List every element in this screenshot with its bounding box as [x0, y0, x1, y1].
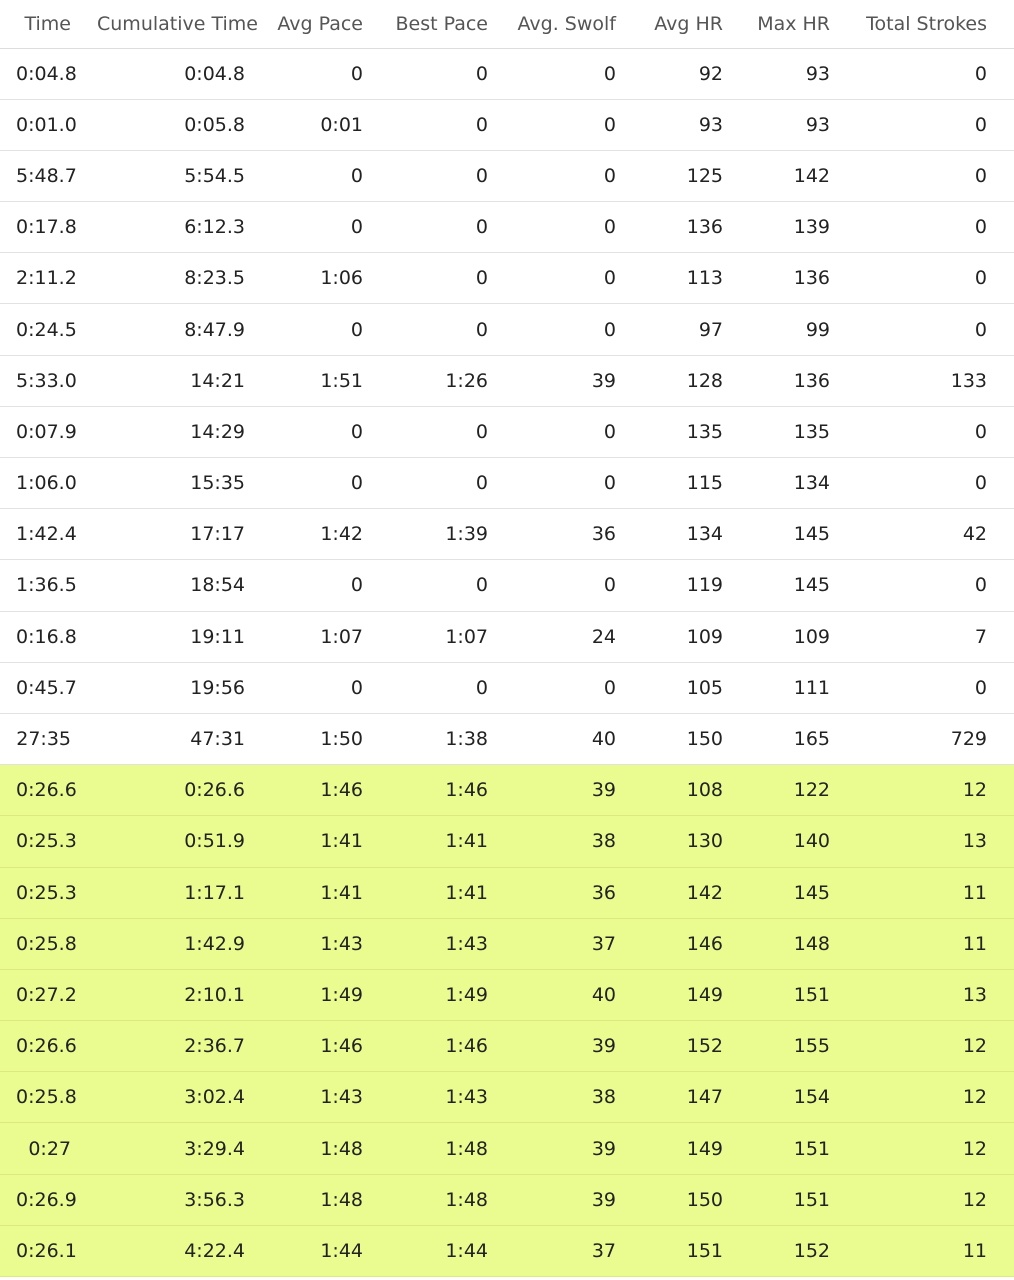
lap-row[interactable]	[0, 560, 1014, 611]
cell-best-pace: 0	[390, 560, 515, 611]
cell-best-pace: 0	[390, 150, 515, 201]
cell-cumulative-time: 8:47.9	[97, 304, 272, 355]
lap-row-highlighted[interactable]	[0, 1021, 1014, 1072]
cell-total-strokes: 0	[857, 150, 1014, 201]
cell-total-strokes: 0	[857, 202, 1014, 253]
column-header-avg-pace[interactable]: Avg Pace	[272, 0, 390, 48]
lap-row[interactable]	[0, 304, 1014, 355]
cell-best-pace: 0	[390, 253, 515, 304]
cell-avg-hr: 147	[643, 1072, 750, 1123]
lap-row[interactable]	[0, 48, 1014, 99]
column-header-time[interactable]: Time	[0, 0, 97, 48]
cell-time: 0:27	[0, 1123, 97, 1174]
cell-best-pace: 0	[390, 662, 515, 713]
cell-avg-swolf: 38	[515, 816, 643, 867]
cell-time: 0:07.9	[0, 406, 97, 457]
cell-cumulative-time: 3:02.4	[97, 1072, 272, 1123]
cell-cumulative-time: 1:42.9	[97, 918, 272, 969]
cell-total-strokes: 11	[857, 867, 1014, 918]
cell-time: 0:27.2	[0, 969, 97, 1020]
cell-total-strokes: 0	[857, 253, 1014, 304]
cell-cumulative-time: 3:29.4	[97, 1123, 272, 1174]
cell-time: 0:26.6	[0, 1021, 97, 1072]
cell-avg-swolf: 0	[515, 150, 643, 201]
column-header-total-strokes[interactable]: Total Strokes	[857, 0, 1014, 48]
cell-avg-pace: 0	[272, 560, 390, 611]
laps-table-body	[0, 48, 1014, 1277]
cell-best-pace: 1:39	[390, 509, 515, 560]
cell-max-hr: 145	[750, 867, 857, 918]
cell-max-hr: 93	[750, 48, 857, 99]
cell-max-hr: 99	[750, 304, 857, 355]
cell-avg-pace: 0	[272, 406, 390, 457]
cell-cumulative-time: 18:54	[97, 560, 272, 611]
cell-max-hr: 148	[750, 918, 857, 969]
cell-cumulative-time: 4:22.4	[97, 1225, 272, 1276]
cell-total-strokes: 0	[857, 406, 1014, 457]
cell-total-strokes: 12	[857, 1174, 1014, 1225]
cell-avg-hr: 151	[643, 1225, 750, 1276]
cell-cumulative-time: 0:51.9	[97, 816, 272, 867]
cell-avg-swolf: 39	[515, 1021, 643, 1072]
cell-cumulative-time: 5:54.5	[97, 150, 272, 201]
cell-max-hr: 122	[750, 765, 857, 816]
cell-avg-hr: 115	[643, 458, 750, 509]
cell-cumulative-time: 8:23.5	[97, 253, 272, 304]
cell-max-hr: 145	[750, 560, 857, 611]
cell-avg-hr: 97	[643, 304, 750, 355]
cell-total-strokes: 11	[857, 918, 1014, 969]
cell-time: 0:25.3	[0, 816, 97, 867]
cell-total-strokes: 729	[857, 713, 1014, 764]
cell-cumulative-time: 3:56.3	[97, 1174, 272, 1225]
cell-avg-swolf: 0	[515, 662, 643, 713]
cell-time: 0:26.9	[0, 1174, 97, 1225]
cell-cumulative-time: 1:17.1	[97, 867, 272, 918]
cell-avg-swolf: 0	[515, 560, 643, 611]
cell-avg-hr: 130	[643, 816, 750, 867]
cell-avg-swolf: 38	[515, 1072, 643, 1123]
cell-best-pace: 1:41	[390, 867, 515, 918]
cell-avg-pace: 1:46	[272, 1021, 390, 1072]
cell-max-hr: 135	[750, 406, 857, 457]
cell-avg-swolf: 0	[515, 48, 643, 99]
cell-total-strokes: 7	[857, 611, 1014, 662]
cell-total-strokes: 0	[857, 304, 1014, 355]
header-row	[0, 0, 1014, 48]
cell-best-pace: 1:26	[390, 355, 515, 406]
cell-cumulative-time: 2:36.7	[97, 1021, 272, 1072]
cell-best-pace: 0	[390, 99, 515, 150]
cell-avg-swolf: 0	[515, 304, 643, 355]
cell-avg-pace: 1:49	[272, 969, 390, 1020]
cell-avg-pace: 0	[272, 48, 390, 99]
column-header-cumulative-time[interactable]: Cumulative Time	[97, 0, 272, 48]
column-header-avg-swolf[interactable]: Avg. Swolf	[515, 0, 643, 48]
cell-avg-pace: 0	[272, 304, 390, 355]
cell-max-hr: 165	[750, 713, 857, 764]
lap-row-highlighted[interactable]	[0, 1174, 1014, 1225]
cell-best-pace: 1:38	[390, 713, 515, 764]
cell-time: 1:36.5	[0, 560, 97, 611]
cell-best-pace: 1:49	[390, 969, 515, 1020]
cell-total-strokes: 0	[857, 662, 1014, 713]
cell-avg-pace: 1:41	[272, 867, 390, 918]
cell-max-hr: 93	[750, 99, 857, 150]
cell-avg-swolf: 36	[515, 509, 643, 560]
lap-row-highlighted[interactable]	[0, 1072, 1014, 1123]
cell-cumulative-time: 47:31	[97, 713, 272, 764]
lap-row-highlighted[interactable]	[0, 867, 1014, 918]
cell-best-pace: 1:46	[390, 765, 515, 816]
lap-row[interactable]	[0, 202, 1014, 253]
lap-row[interactable]	[0, 99, 1014, 150]
cell-avg-pace: 1:07	[272, 611, 390, 662]
cell-best-pace: 0	[390, 202, 515, 253]
lap-row-highlighted[interactable]	[0, 816, 1014, 867]
column-header-avg-hr[interactable]: Avg HR	[643, 0, 750, 48]
cell-avg-pace: 1:50	[272, 713, 390, 764]
lap-row[interactable]	[0, 406, 1014, 457]
cell-avg-pace: 1:41	[272, 816, 390, 867]
cell-total-strokes: 13	[857, 969, 1014, 1020]
cell-avg-hr: 105	[643, 662, 750, 713]
cell-avg-swolf: 39	[515, 1174, 643, 1225]
cell-avg-pace: 1:51	[272, 355, 390, 406]
cell-best-pace: 0	[390, 304, 515, 355]
cell-time: 27:35	[0, 713, 97, 764]
cell-time: 0:26.1	[0, 1225, 97, 1276]
cell-total-strokes: 12	[857, 1021, 1014, 1072]
cell-avg-swolf: 0	[515, 99, 643, 150]
cell-cumulative-time: 19:56	[97, 662, 272, 713]
cell-total-strokes: 12	[857, 765, 1014, 816]
cell-cumulative-time: 2:10.1	[97, 969, 272, 1020]
cell-time: 0:25.8	[0, 918, 97, 969]
cell-total-strokes: 133	[857, 355, 1014, 406]
lap-row[interactable]	[0, 713, 1014, 764]
cell-best-pace: 0	[390, 458, 515, 509]
cell-max-hr: 136	[750, 253, 857, 304]
cell-max-hr: 154	[750, 1072, 857, 1123]
cell-max-hr: 151	[750, 1174, 857, 1225]
cell-cumulative-time: 15:35	[97, 458, 272, 509]
cell-avg-hr: 119	[643, 560, 750, 611]
cell-cumulative-time: 6:12.3	[97, 202, 272, 253]
cell-max-hr: 142	[750, 150, 857, 201]
cell-avg-pace: 1:48	[272, 1123, 390, 1174]
lap-row-highlighted[interactable]	[0, 918, 1014, 969]
cell-time: 0:25.3	[0, 867, 97, 918]
cell-avg-swolf: 40	[515, 969, 643, 1020]
cell-max-hr: 151	[750, 969, 857, 1020]
cell-avg-hr: 113	[643, 253, 750, 304]
cell-best-pace: 1:48	[390, 1123, 515, 1174]
cell-avg-pace: 1:43	[272, 1072, 390, 1123]
cell-cumulative-time: 17:17	[97, 509, 272, 560]
cell-total-strokes: 0	[857, 48, 1014, 99]
cell-avg-hr: 152	[643, 1021, 750, 1072]
cell-avg-swolf: 0	[515, 406, 643, 457]
cell-avg-swolf: 37	[515, 1225, 643, 1276]
cell-time: 5:33.0	[0, 355, 97, 406]
cell-avg-hr: 136	[643, 202, 750, 253]
cell-max-hr: 155	[750, 1021, 857, 1072]
cell-avg-pace: 1:06	[272, 253, 390, 304]
cell-time: 2:11.2	[0, 253, 97, 304]
cell-avg-pace: 1:48	[272, 1174, 390, 1225]
cell-avg-pace: 1:43	[272, 918, 390, 969]
cell-time: 0:25.8	[0, 1072, 97, 1123]
cell-avg-pace: 1:46	[272, 765, 390, 816]
cell-cumulative-time: 0:26.6	[97, 765, 272, 816]
cell-time: 0:01.0	[0, 99, 97, 150]
cell-avg-hr: 93	[643, 99, 750, 150]
lap-row-highlighted[interactable]	[0, 969, 1014, 1020]
cell-avg-swolf: 37	[515, 918, 643, 969]
lap-row-highlighted[interactable]	[0, 1123, 1014, 1174]
lap-row[interactable]	[0, 662, 1014, 713]
cell-avg-swolf: 40	[515, 713, 643, 764]
cell-avg-swolf: 0	[515, 458, 643, 509]
cell-time: 0:17.8	[0, 202, 97, 253]
cell-max-hr: 109	[750, 611, 857, 662]
cell-best-pace: 0	[390, 48, 515, 99]
lap-row[interactable]	[0, 611, 1014, 662]
lap-row[interactable]	[0, 355, 1014, 406]
cell-total-strokes: 0	[857, 458, 1014, 509]
cell-time: 0:26.6	[0, 765, 97, 816]
cell-avg-swolf: 24	[515, 611, 643, 662]
cell-total-strokes: 12	[857, 1072, 1014, 1123]
cell-time: 0:04.8	[0, 48, 97, 99]
cell-avg-pace: 1:42	[272, 509, 390, 560]
cell-cumulative-time: 14:21	[97, 355, 272, 406]
cell-avg-hr: 146	[643, 918, 750, 969]
cell-avg-hr: 150	[643, 713, 750, 764]
cell-avg-hr: 125	[643, 150, 750, 201]
cell-avg-swolf: 39	[515, 765, 643, 816]
cell-avg-swolf: 39	[515, 1123, 643, 1174]
cell-time: 0:45.7	[0, 662, 97, 713]
cell-avg-pace: 1:44	[272, 1225, 390, 1276]
cell-max-hr: 152	[750, 1225, 857, 1276]
cell-max-hr: 136	[750, 355, 857, 406]
cell-avg-swolf: 36	[515, 867, 643, 918]
cell-avg-hr: 149	[643, 969, 750, 1020]
lap-row-highlighted[interactable]	[0, 765, 1014, 816]
cell-avg-hr: 150	[643, 1174, 750, 1225]
cell-total-strokes: 42	[857, 509, 1014, 560]
cell-time: 1:06.0	[0, 458, 97, 509]
lap-row[interactable]	[0, 458, 1014, 509]
cell-max-hr: 151	[750, 1123, 857, 1174]
cell-best-pace: 1:43	[390, 1072, 515, 1123]
cell-cumulative-time: 19:11	[97, 611, 272, 662]
cell-avg-pace: 0	[272, 150, 390, 201]
cell-avg-hr: 149	[643, 1123, 750, 1174]
cell-time: 5:48.7	[0, 150, 97, 201]
cell-avg-pace: 0	[272, 662, 390, 713]
cell-time: 1:42.4	[0, 509, 97, 560]
cell-best-pace: 0	[390, 406, 515, 457]
cell-total-strokes: 13	[857, 816, 1014, 867]
lap-row-highlighted[interactable]	[0, 1225, 1014, 1276]
cell-best-pace: 1:43	[390, 918, 515, 969]
cell-max-hr: 139	[750, 202, 857, 253]
cell-best-pace: 1:07	[390, 611, 515, 662]
laps-table-header	[0, 0, 1014, 48]
cell-max-hr: 145	[750, 509, 857, 560]
lap-row[interactable]	[0, 253, 1014, 304]
cell-total-strokes: 0	[857, 560, 1014, 611]
lap-row[interactable]	[0, 150, 1014, 201]
cell-cumulative-time: 14:29	[97, 406, 272, 457]
cell-avg-pace: 0:01	[272, 99, 390, 150]
cell-avg-hr: 128	[643, 355, 750, 406]
cell-best-pace: 1:46	[390, 1021, 515, 1072]
cell-avg-hr: 142	[643, 867, 750, 918]
cell-avg-swolf: 0	[515, 253, 643, 304]
cell-cumulative-time: 0:04.8	[97, 48, 272, 99]
cell-total-strokes: 11	[857, 1225, 1014, 1276]
cell-avg-hr: 108	[643, 765, 750, 816]
cell-avg-swolf: 0	[515, 202, 643, 253]
cell-best-pace: 1:41	[390, 816, 515, 867]
cell-cumulative-time: 0:05.8	[97, 99, 272, 150]
cell-total-strokes: 0	[857, 99, 1014, 150]
cell-best-pace: 1:44	[390, 1225, 515, 1276]
column-header-best-pace[interactable]: Best Pace	[390, 0, 515, 48]
cell-avg-pace: 0	[272, 202, 390, 253]
cell-max-hr: 140	[750, 816, 857, 867]
cell-max-hr: 111	[750, 662, 857, 713]
cell-avg-hr: 92	[643, 48, 750, 99]
cell-time: 0:16.8	[0, 611, 97, 662]
cell-avg-hr: 135	[643, 406, 750, 457]
lap-row[interactable]	[0, 509, 1014, 560]
cell-max-hr: 134	[750, 458, 857, 509]
cell-avg-hr: 109	[643, 611, 750, 662]
cell-avg-hr: 134	[643, 509, 750, 560]
cell-total-strokes: 12	[857, 1123, 1014, 1174]
cell-best-pace: 1:48	[390, 1174, 515, 1225]
cell-time: 0:24.5	[0, 304, 97, 355]
column-header-max-hr[interactable]: Max HR	[750, 0, 857, 48]
cell-avg-pace: 0	[272, 458, 390, 509]
cell-avg-swolf: 39	[515, 355, 643, 406]
